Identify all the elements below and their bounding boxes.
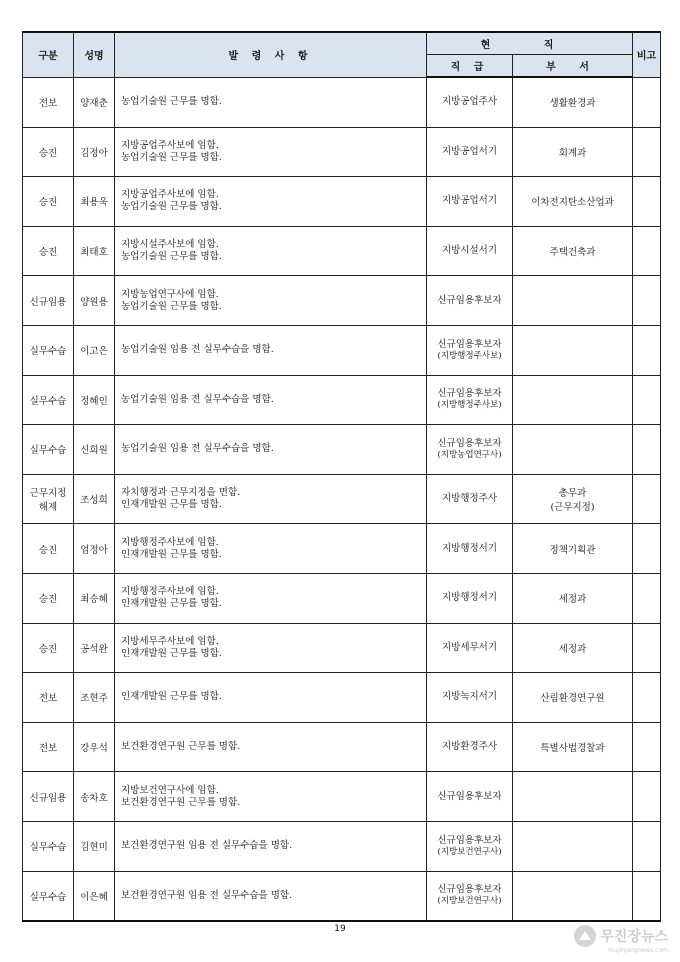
cell-grade xyxy=(427,573,513,623)
cell-dept xyxy=(513,375,633,425)
table-row xyxy=(23,425,661,475)
order-line: 인재개발원 근무를 명함. xyxy=(121,647,222,659)
grade-text: 신규임용후보자 xyxy=(437,338,502,350)
grade-text: 지방녹지서기 xyxy=(441,691,498,703)
dept-text: 정책기획관 xyxy=(549,544,596,556)
header-grade: 직 급 xyxy=(427,55,513,78)
order-line: 지방보건연구사에 임함. xyxy=(121,784,219,796)
cell-order xyxy=(115,177,427,227)
category-text: 전보 xyxy=(38,743,58,755)
order-line: 지방공업주사보에 임함. xyxy=(121,189,219,201)
order-line: 농업기술원 임용 전 실무수습을 명함. xyxy=(121,443,274,455)
cell-dept xyxy=(513,722,633,772)
cell-grade xyxy=(427,474,513,524)
table-row xyxy=(23,127,661,177)
table-row xyxy=(23,623,661,673)
table-row xyxy=(23,673,661,723)
cell-dept xyxy=(513,623,633,673)
cell-dept xyxy=(513,524,633,574)
cell-remark xyxy=(633,425,661,475)
cell-grade xyxy=(427,177,513,227)
cell-category xyxy=(23,524,74,574)
cell-order xyxy=(115,375,427,425)
cell-name: 김정아 xyxy=(74,127,115,177)
order-line: 지방행정주사보에 임함. xyxy=(121,586,219,598)
order-line: 지방세무주사보에 임함. xyxy=(121,635,219,647)
cell-category xyxy=(23,871,74,921)
cell-name: 정혜인 xyxy=(74,375,115,425)
order-line: 농업기술원 임용 전 실무수습을 명함. xyxy=(121,393,274,405)
table-row xyxy=(23,573,661,623)
cell-grade xyxy=(427,623,513,673)
grade-text: 지방시설서기 xyxy=(441,245,498,257)
category-text: 신규임용 xyxy=(29,792,67,804)
order-line: 지방공업주사보에 임함. xyxy=(121,139,219,151)
cell-category xyxy=(23,425,74,475)
order-line: 인재개발원 근무를 명함. xyxy=(121,548,222,560)
grade-text: 지방환경주사 xyxy=(441,741,498,753)
cell-order xyxy=(115,226,427,276)
cell-remark xyxy=(633,524,661,574)
cell-order xyxy=(115,673,427,723)
cell-name: 김현미 xyxy=(74,821,115,871)
order-line: 지방농업연구사에 임함. xyxy=(121,288,219,300)
cell-remark xyxy=(633,375,661,425)
cell-name: 이은혜 xyxy=(74,871,115,921)
cell-grade xyxy=(427,375,513,425)
cell-name: 최용욱 xyxy=(74,177,115,227)
cell-name: 최태호 xyxy=(74,226,115,276)
dept-text: 생활환경과 xyxy=(549,98,596,110)
cell-dept xyxy=(513,772,633,822)
cell-order xyxy=(115,425,427,475)
table-header xyxy=(23,32,661,77)
header-category: 구분 xyxy=(23,32,74,77)
header-remark: 비고 xyxy=(633,32,661,77)
order-line: 자치행정과 근무지정을 면함. xyxy=(121,487,241,499)
order-line: 인재개발원 근무를 명함. xyxy=(121,691,222,703)
table-body xyxy=(23,77,661,921)
cell-category xyxy=(23,722,74,772)
order-line: 보건환경연구원 근무를 명함. xyxy=(121,796,241,808)
grade-text: 지방행정주사 xyxy=(441,493,498,505)
cell-remark xyxy=(633,821,661,871)
header-current: 현 직 xyxy=(427,32,633,55)
cell-order xyxy=(115,623,427,673)
cell-order xyxy=(115,821,427,871)
cell-category xyxy=(23,177,74,227)
cell-order xyxy=(115,77,427,127)
cell-dept xyxy=(513,77,633,127)
cell-remark xyxy=(633,276,661,326)
category-text: 승진 xyxy=(38,544,58,556)
header-order: 발 령 사 항 xyxy=(115,32,427,77)
table-row xyxy=(23,821,661,871)
page-number: 19 xyxy=(334,924,346,934)
cell-dept xyxy=(513,474,633,524)
category-text: 실무수습 xyxy=(29,395,67,407)
category-text: 실무수습 xyxy=(29,445,67,457)
cell-order xyxy=(115,772,427,822)
order-line: 지방시설주사보에 임함. xyxy=(121,239,219,251)
watermark-sub: mujinjangnews.com xyxy=(608,947,668,954)
grade-sub-text: (지방농업연구사) xyxy=(437,449,502,460)
cell-remark xyxy=(633,871,661,921)
cell-name: 엄정아 xyxy=(74,524,115,574)
cell-dept xyxy=(513,276,633,326)
cell-dept xyxy=(513,673,633,723)
grade-sub-text: (지방보건연구사) xyxy=(437,896,502,907)
category-text: 승진 xyxy=(38,197,58,209)
cell-dept xyxy=(513,573,633,623)
cell-order xyxy=(115,127,427,177)
appointment-table xyxy=(22,31,661,922)
grade-sub-text: (지방보건연구사) xyxy=(437,846,502,857)
order-line: 인재개발원 근무를 명함. xyxy=(121,598,222,610)
cell-grade xyxy=(427,276,513,326)
cell-category xyxy=(23,325,74,375)
cell-remark xyxy=(633,722,661,772)
header-dept: 부 서 xyxy=(513,55,633,78)
cell-remark xyxy=(633,623,661,673)
cell-name: 조성희 xyxy=(74,474,115,524)
cell-dept xyxy=(513,821,633,871)
category-text: 전보 xyxy=(38,98,58,110)
table-row xyxy=(23,722,661,772)
cell-name: 양재춘 xyxy=(74,77,115,127)
mountain-logo-icon xyxy=(574,925,596,947)
dept-text: 특별사법경찰과 xyxy=(540,743,605,755)
category-text: 신규임용 xyxy=(29,296,67,308)
table-row xyxy=(23,474,661,524)
cell-name: 이고은 xyxy=(74,325,115,375)
category-text: 승진 xyxy=(38,147,58,159)
grade-text: 지방공업서기 xyxy=(441,145,498,157)
grade-text: 지방세무서기 xyxy=(441,641,498,653)
grade-text: 지방행정서기 xyxy=(441,592,498,604)
cell-name: 공석완 xyxy=(74,623,115,673)
cell-grade xyxy=(427,722,513,772)
cell-dept xyxy=(513,325,633,375)
cell-remark xyxy=(633,77,661,127)
cell-remark xyxy=(633,673,661,723)
cell-category xyxy=(23,127,74,177)
cell-order xyxy=(115,871,427,921)
grade-text: 지방공업서기 xyxy=(441,195,498,207)
grade-text: 지방공업주사 xyxy=(441,96,498,108)
category-text: 해제 xyxy=(38,502,58,514)
grade-text: 신규임용후보자 xyxy=(437,790,502,802)
cell-category xyxy=(23,77,74,127)
grade-text: 신규임용후보자 xyxy=(437,437,502,449)
cell-remark xyxy=(633,325,661,375)
dept-text: 회계과 xyxy=(558,147,587,159)
order-line: 농업기술원 근무를 명함. xyxy=(121,96,222,108)
cell-name: 양원용 xyxy=(74,276,115,326)
cell-category xyxy=(23,375,74,425)
table-row xyxy=(23,177,661,227)
order-line: 보건환경연구원 임용 전 실무수습을 명함. xyxy=(121,889,293,901)
table-row xyxy=(23,375,661,425)
dept-text: 세정과 xyxy=(558,643,587,655)
cell-grade xyxy=(427,821,513,871)
table-row xyxy=(23,871,661,921)
category-text: 전보 xyxy=(38,693,58,705)
order-line: 지방행정주사보에 임함. xyxy=(121,536,219,548)
cell-grade xyxy=(427,673,513,723)
cell-category xyxy=(23,276,74,326)
grade-text: 신규임용후보자 xyxy=(437,388,502,400)
category-text: 실무수습 xyxy=(29,346,67,358)
cell-remark xyxy=(633,772,661,822)
cell-name: 최승혜 xyxy=(74,573,115,623)
cell-remark xyxy=(633,177,661,227)
cell-category xyxy=(23,573,74,623)
cell-name: 조현주 xyxy=(74,673,115,723)
cell-grade xyxy=(427,425,513,475)
grade-text: 지방행정서기 xyxy=(441,542,498,554)
cell-category xyxy=(23,623,74,673)
cell-dept xyxy=(513,177,633,227)
category-text: 실무수습 xyxy=(29,891,67,903)
cell-category xyxy=(23,673,74,723)
dept-text: 주택건축과 xyxy=(549,247,596,259)
dept-text: 총무과 xyxy=(558,488,587,500)
order-line: 농업기술원 근무를 명함. xyxy=(121,300,222,312)
cell-order xyxy=(115,474,427,524)
cell-dept xyxy=(513,127,633,177)
table-row xyxy=(23,524,661,574)
cell-grade xyxy=(427,226,513,276)
cell-remark xyxy=(633,226,661,276)
cell-name: 송차호 xyxy=(74,772,115,822)
cell-category xyxy=(23,474,74,524)
table-row xyxy=(23,772,661,822)
cell-name: 강우석 xyxy=(74,722,115,772)
grade-sub-text: (지방행정주사보) xyxy=(437,400,502,411)
cell-order xyxy=(115,573,427,623)
cell-remark xyxy=(633,573,661,623)
dept-text: (근무지정) xyxy=(550,502,595,514)
cell-remark xyxy=(633,127,661,177)
cell-grade xyxy=(427,772,513,822)
category-text: 근무지정 xyxy=(29,488,67,500)
table-row xyxy=(23,226,661,276)
cell-order xyxy=(115,524,427,574)
cell-category xyxy=(23,821,74,871)
order-line: 농업기술원 근무를 명함. xyxy=(121,251,222,263)
cell-category xyxy=(23,772,74,822)
grade-text: 신규임용후보자 xyxy=(437,294,502,306)
cell-grade xyxy=(427,127,513,177)
order-line: 보건환경연구원 임용 전 실무수습을 명함. xyxy=(121,840,293,852)
cell-category xyxy=(23,226,74,276)
table-row xyxy=(23,325,661,375)
cell-grade xyxy=(427,524,513,574)
category-text: 실무수습 xyxy=(29,842,67,854)
grade-text: 신규임용후보자 xyxy=(437,834,502,846)
cell-grade xyxy=(427,77,513,127)
cell-dept xyxy=(513,226,633,276)
cell-order xyxy=(115,325,427,375)
dept-text: 세정과 xyxy=(558,594,587,606)
category-text: 승진 xyxy=(38,594,58,606)
cell-name: 신희원 xyxy=(74,425,115,475)
cell-dept xyxy=(513,871,633,921)
cell-grade xyxy=(427,325,513,375)
table-row xyxy=(23,77,661,127)
order-line: 농업기술원 근무를 명함. xyxy=(121,201,222,213)
category-text: 승진 xyxy=(38,643,58,655)
order-line: 보건환경연구원 근무를 명함. xyxy=(121,741,241,753)
cell-order xyxy=(115,276,427,326)
cell-remark xyxy=(633,474,661,524)
header-name: 성명 xyxy=(74,32,115,77)
watermark xyxy=(574,925,668,954)
order-line: 농업기술원 근무를 명함. xyxy=(121,151,222,163)
cell-order xyxy=(115,722,427,772)
cell-dept xyxy=(513,425,633,475)
order-line: 인재개발원 근무를 명함. xyxy=(121,499,222,511)
cell-grade xyxy=(427,871,513,921)
dept-text: 산림환경연구원 xyxy=(540,693,605,705)
category-text: 승진 xyxy=(38,247,58,259)
grade-sub-text: (지방행정주사보) xyxy=(437,350,502,361)
dept-text: 이차전지탄소산업과 xyxy=(531,197,614,209)
watermark-text: 무진장뉴스 xyxy=(600,929,668,945)
order-line: 농업기술원 임용 전 실무수습을 명함. xyxy=(121,344,274,356)
table-row xyxy=(23,276,661,326)
grade-text: 신규임용후보자 xyxy=(437,884,502,896)
